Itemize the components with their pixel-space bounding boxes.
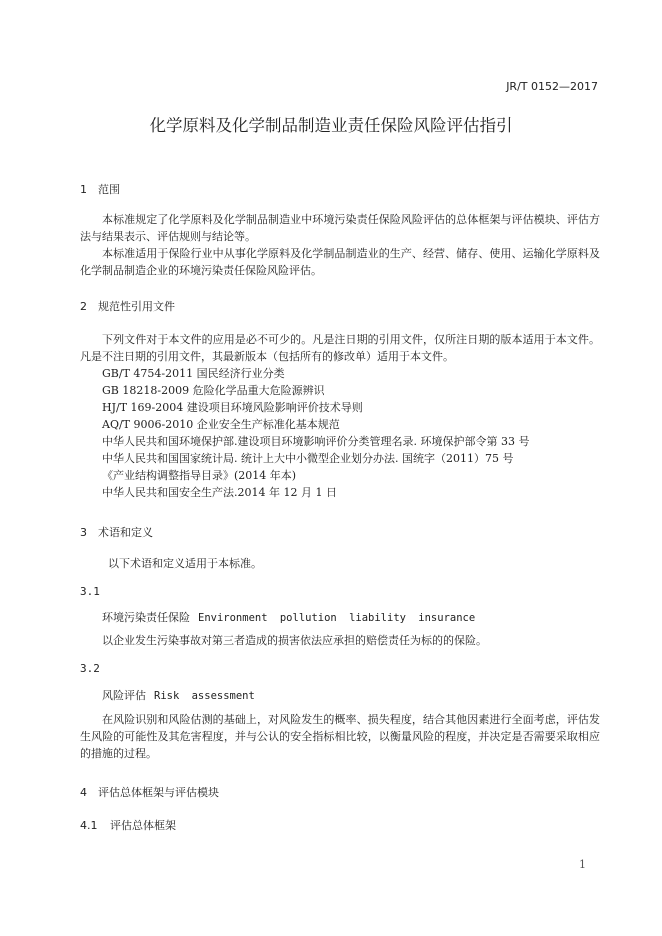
subsection-4-1-heading — [80, 817, 176, 833]
reference-item: HJ/T 169-2004 建设项目环境风险影响评价技术导则 — [102, 401, 363, 414]
term-heading — [102, 687, 255, 703]
term-number: 3.1 — [80, 585, 100, 598]
section-3-intro: 以下术语和定义适用于本标准。 — [108, 557, 262, 570]
reference-item: 《产业结构调整指导目录》(2014 年本) — [102, 469, 297, 482]
section-title: 评估总体框架与评估模块 — [98, 786, 219, 799]
reference-item: GB 18218-2009 危险化学品重大危险源辨识 — [102, 384, 325, 397]
term-definition: 在风险识别和风险估测的基础上，对风险发生的概率、损失程度，结合其他因素进行全面考虑，评估发生风险的可能性及其危害程度，并与公认的安全指标相比较，以衡量风险的程度，并决定是否需要采取相应的措施的过程。 — [80, 713, 600, 760]
page-number: 1 — [579, 858, 586, 871]
section-1-paragraph-1: 本标准规定了化学原料及化学制品制造业中环境污染责任保险风险评估的总体框架与评估模块、评估方法与结果表示、评估规则与结论等。 — [80, 213, 600, 243]
section-title: 规范性引用文件 — [98, 300, 175, 313]
section-number: 4 — [80, 786, 87, 799]
section-number: 3 — [80, 526, 87, 539]
term-heading — [102, 609, 475, 625]
section-number: 1 — [80, 183, 87, 196]
reference-item: 中华人民共和国环境保护部.建设项目环境影响评价分类管理名录. 环境保护部令第 33 号 — [102, 435, 530, 448]
section-2-heading — [80, 298, 175, 314]
term-number: 3.2 — [80, 662, 100, 675]
reference-item: 中华人民共和国国家统计局. 统计上大中小微型企业划分办法. 国统字（2011）75 号 — [102, 452, 514, 465]
term-chinese: 环境污染责任保险 — [102, 611, 190, 624]
subsection-number: 4.1 — [80, 819, 98, 832]
section-number: 2 — [80, 300, 87, 313]
section-2-paragraph: 下列文件对于本文件的应用是必不可少的。凡是注日期的引用文件，仅所注日期的版本适用于本文件。凡是不注日期的引用文件，其最新版本（包括所有的修改单）适用于本文件。 — [80, 333, 600, 363]
section-1-paragraph-2: 本标准适用于保险行业中从事化学原料及化学制品制造业的生产、经营、储存、使用、运输化学原料及化学制品制造企业的环境污染责任保险风险评估。 — [80, 247, 600, 277]
page-title: 化学原料及化学制品制造业责任保险风险评估指引 — [149, 116, 513, 135]
standard-code: JR/T 0152—2017 — [506, 80, 598, 93]
term-english: Risk assessment — [154, 690, 255, 702]
section-4-heading — [80, 784, 219, 800]
section-1-heading — [80, 181, 120, 197]
term-chinese: 风险评估 — [102, 689, 146, 702]
term-english: Environment pollution liability insurance — [198, 612, 476, 624]
reference-item: 中华人民共和国安全生产法.2014 年 12 月 1 日 — [102, 486, 337, 499]
section-3-heading — [80, 524, 153, 540]
section-title: 术语和定义 — [98, 526, 153, 539]
reference-item: GB/T 4754-2011 国民经济行业分类 — [102, 367, 285, 380]
section-title: 范围 — [98, 183, 120, 196]
subsection-title: 评估总体框架 — [110, 819, 176, 832]
reference-item: AQ/T 9006-2010 企业安全生产标准化基本规范 — [102, 418, 340, 431]
term-definition: 以企业发生污染事故对第三者造成的损害依法应承担的赔偿责任为标的的保险。 — [102, 634, 487, 647]
